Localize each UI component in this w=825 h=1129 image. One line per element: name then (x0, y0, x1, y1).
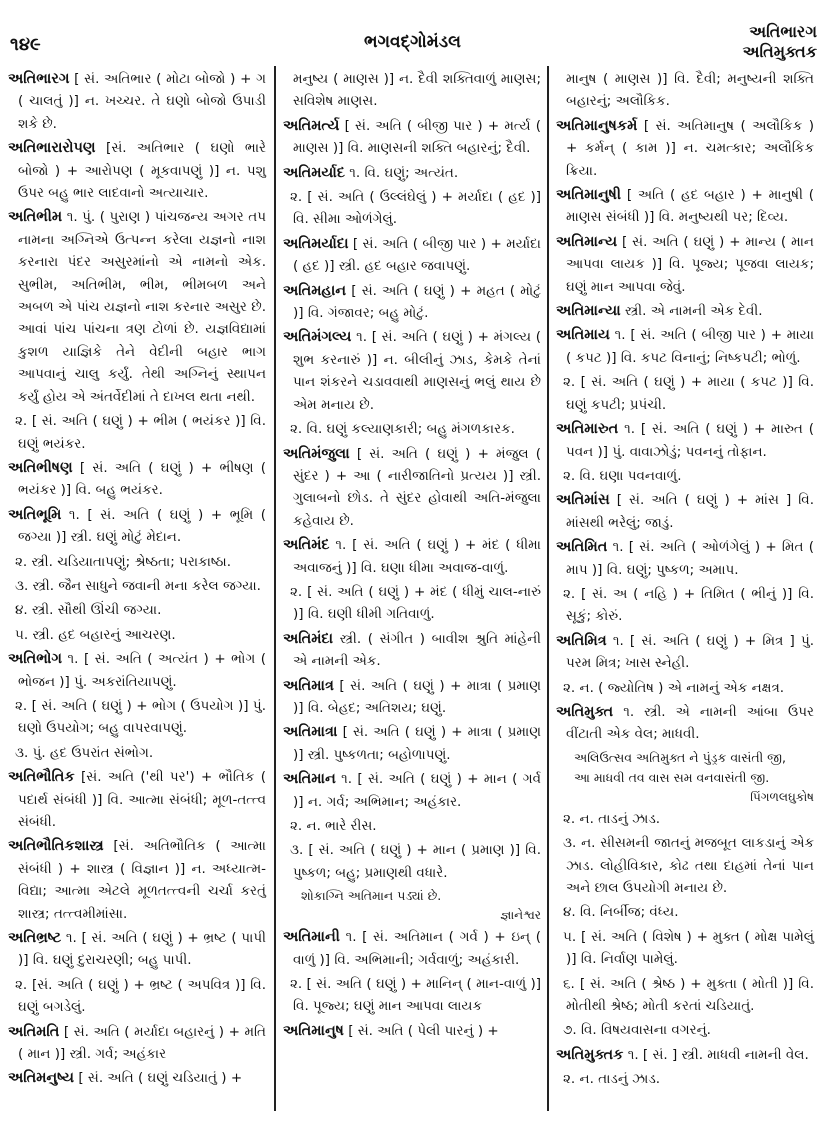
headword: અતિમાંસ (556, 492, 610, 509)
headword: અતિભ્રષ્ટ (8, 930, 62, 947)
column-3 (556, 68, 814, 1093)
definition-text: ૫. સ્ત્રી. હદ બહારનું આચરણ. (15, 626, 176, 643)
definition-text: ૧. [ સં. અતિ ( ઘણું ) + મંગલ્ય ( શુભ કરનારું )] ન. બીલીનું ઝાડ, કેમકે તેનાં પાન શંકરને ચડાવવાથી માણસનું ભલું થાય છે એમ મનાય છે. (293, 329, 541, 413)
entry-sense (556, 583, 814, 628)
headword: અતિભોગ (8, 651, 62, 668)
definition-text: ૧. વિ. ઘણું; અત્યંત. (349, 164, 459, 181)
definition-text: ૨. વિ. ઘણા પવનવાળું. (563, 467, 682, 484)
headword: અતિમાની (283, 929, 340, 946)
definition-text: ૨. ન. ભારે રીસ. (290, 818, 377, 834)
definition-text: [ સં. અતિભાર ( મોટા બોજો ) + ગ ( ચાલતું )] ન. ખચ્ચર. તે ઘણો બોજો ઉપાડી શકે છે. (18, 71, 266, 132)
headword: અતિમર્યાદા (283, 235, 349, 252)
dictionary-entry (8, 835, 266, 925)
definition-text: ૩. સ્ત્રી. જૈન સાધુને જવાની મના કરેલ જગ્યા. (15, 577, 261, 594)
headword: અતિભીમ (8, 209, 63, 226)
definition-text: ૨. [સં. અતિ ( ઘણું ) + ભ્રષ્ટ ( અપવિત્ર )] વિ. ઘણું બગડેલું. (15, 976, 266, 1016)
quote-line: અલિઉત્સવ અતિમુક્ત ને પુંડ્રક વાસંતી જી, (574, 749, 786, 765)
dictionary-entry (556, 115, 814, 182)
guide-word-first: અતિભારગ (749, 22, 817, 41)
dictionary-entry (283, 926, 541, 971)
headword: અતિભૌતિકશાસ્ત્ર (8, 838, 104, 855)
entry-sense (283, 815, 541, 837)
entry-sense (283, 581, 541, 626)
entry-sense (556, 973, 814, 1018)
definition-text: [સં. અતિ ('થી પર') + ભૌતિક ( પદાર્થ સંબંધી )] વિ. આત્મા સંબંધી; મૂળ-તત્ત્વ સંબંધી. (18, 769, 267, 830)
definition-text: ૪. વિ. નિર્બીજ; વંધ્ય. (563, 904, 679, 921)
entry-sense (8, 575, 266, 597)
headword: અતિમિત્ર (556, 632, 607, 649)
dictionary-entry (8, 1021, 266, 1066)
definition-text: [ સં. અતિ ( બીજી પાર ) + મર્ત્ય ( માણસ )] વિ. માણસની શક્તિ બહારનું; દૈવી. (293, 117, 541, 157)
definition-text: ૧. સ્ત્રી. એ નામની આંબા ઉપર વીંટાતી એક વેલ; માધવી. (566, 703, 815, 743)
definition-text: ૧. [ સં. અતિ ( ઘણું ) + માન ( ગર્વ )] ન. ગર્વ; અભિમાન; અહંકાર. (293, 771, 541, 810)
dictionary-entry (8, 1067, 266, 1089)
dictionary-entry (556, 300, 814, 322)
definition-text: [ સં. અતિ ( મર્યાદા બહારનું ) + મતિ ( માન )] સ્ત્રી. ગર્વ; અહંકાર (18, 1023, 266, 1063)
definition-text: ૧. [ સં. અતિમાન ( ગર્વ ) + ઇન્ ( વાળું )] વિ. અભિમાની; ગર્વવાળું; અહંકારી. (293, 929, 541, 968)
quote-line: શોકાગ્નિ અતિમાન પડ્યાં છે. (301, 888, 442, 904)
guide-words (743, 22, 817, 62)
entry-sense (8, 410, 266, 455)
entry-sense (556, 1068, 814, 1090)
entry-sense (8, 695, 266, 740)
dictionary-entry (283, 115, 541, 160)
headword: અતિમંજુલા (283, 445, 350, 462)
definition-text: ૨. વિ. ઘણું કલ્યાણકારી; બહુ મંગળકારક. (290, 421, 515, 438)
headword: અતિમુક્તક (556, 1046, 624, 1063)
headword: અતિભારારોપણ (8, 140, 96, 157)
definition-text: [ સં. અતિ ( ઘણું ) + ભીષણ ( ભયંકર )] વિ. બહુ ભયંકર. (18, 459, 266, 499)
definition-text: સ્ત્રી. ( સંગીત ) બાવીશ શ્રુતિ માંહેની એ નામની એક. (293, 630, 541, 670)
headword: અતિમાનુષકર્મ (556, 117, 638, 134)
entry-sense (556, 1019, 814, 1041)
headword: અતિમર્યાદ (283, 164, 345, 181)
entry-sense (283, 973, 541, 1018)
page-number: ૧૪૯ (10, 34, 41, 55)
dictionary-entry (283, 162, 541, 184)
dictionary-entry (283, 1020, 541, 1042)
definition-text: ૨. [ સં. અતિ ( ઉલ્લંઘેલું ) + મર્યાદા ( હદ )] વિ. સીમા ઓળંગેલું. (290, 189, 541, 228)
definition-text: [ સં. અતિ ( બીજી પાર ) + મર્યાદા ( હદ )] સ્ત્રી. હદ બહાર જવાપણું. (293, 235, 541, 275)
headword: અતિમાનુષી (556, 187, 622, 204)
definition-text: ૨. ન. ( જ્યોતિષ ) એ નામનું એક નક્ષત્ર. (563, 679, 785, 696)
headword: અતિમુક્ત (556, 703, 614, 720)
headword: અતિમર્ત્ય (283, 117, 340, 134)
definition-text: ૨. સ્ત્રી. ચડિયાતાપણું; શ્રેષ્ઠતા; પરાકાષ્ઠા. (15, 553, 231, 570)
definition-text: ૨. [ સં. અતિ ( ઘણું ) + મંદ ( ધીમું ચાલ-નારું )] વિ. ઘણી ધીમી ગતિવાળું. (290, 583, 541, 623)
definition-text: ૧. પું. ( પુરાણ ) પાંચજન્ય અગર તપ નામના અગ્નિએ ઉત્પન્ન કરેલા યજ્ઞનો નાશ કરનારા પંદર અસુરમાંનો એ નામનો એક. સુભીમ, અતિભીમ, ભીમ, ભીમબળ અને અબળ એ પાંચ યજ્ઞનો નાશ કરનાર અસુર છે. આવાં પાંચ પાંચના ત્રણ ટોળાં છે. યજ્ઞવિદ્યામાં કુશળ યાજ્ઞિકે તેને વેદીની બહાર ભાગ આપવાનું ચાલુ કર્યું. તેથી અગ્નિનું સ્થાપન કર્યું હોય એ અંતર્વેદીમાં તે દાખલ થતા નથી. (18, 209, 267, 405)
definition-text: [ સં. અતિ ( ઘણું ચડિયાતું ) + (78, 1070, 243, 1087)
dictionary-entry (283, 534, 541, 579)
entry-sense (556, 465, 814, 487)
headword: અતિમારુત (556, 421, 619, 438)
dictionary-entry (283, 675, 541, 720)
headword: અતિમનુષ્ય (8, 1070, 75, 1087)
entry-continuation (556, 68, 814, 113)
column-1 (8, 68, 266, 1092)
definition-text: ૩. [ સં. અતિ ( ઘણું ) + માન ( પ્રમાણ )] વિ. પુષ્કળ; બહુ; પ્રમાણથી વધારે. (290, 842, 541, 881)
definition-text: ૧. [ સં. અતિ ( અત્યંત ) + ભોગ ( ભોજન )] પું. અકરાંતિયાપણું. (18, 651, 266, 690)
definition-text: ૨. [ સં. અતિ ( ઘણું ) + માયા ( કપટ )] વિ. ઘણું કપટી; પ્રપંચી. (563, 374, 814, 413)
dictionary-entry (8, 504, 266, 549)
dictionary-entry (556, 701, 814, 746)
definition-text: ૨. [ સં. અતિ ( ઘણું ) + માનિન્ ( માન-વાળું )] વિ. પૂજ્ય; ઘણું માન આપવા લાયક (290, 976, 541, 1015)
definition-text: [ સં. અતિ ( ઘણું ) + મહત ( મોટું )] વિ. ગંજાવર; બહુ મોટું. (293, 282, 541, 322)
entry-sense (556, 371, 814, 416)
definition-text: ૪. સ્ત્રી. સૌથી ઊંચી જગ્યા. (15, 602, 162, 619)
entry-sense (283, 418, 541, 440)
dictionary-entry (8, 457, 266, 502)
dictionary-entry (283, 768, 541, 813)
entry-sense (283, 839, 541, 884)
entry-sense (556, 677, 814, 699)
dictionary-entry (283, 721, 541, 766)
headword: અતિમિત (556, 539, 608, 556)
headword: અતિમાનુષ (283, 1022, 344, 1039)
headword: અતિમાત્ર (283, 677, 334, 694)
entry-sense (556, 808, 814, 830)
headword: અતિભારગ (8, 71, 70, 87)
definition-text: [ અતિ ( હદ બહાર ) + માનુષી ( માણસ સંબંધી )] વિ. મનુષ્યથી પર; દિવ્ય. (566, 187, 814, 226)
entry-sense (8, 599, 266, 621)
dictionary-entry (283, 280, 541, 325)
definition-text: ૫. [ સં. અતિ ( વિશેષ ) + મુક્ત ( મોક્ષ પામેલું )] વિ. નિર્વાણ પામેલું. (563, 928, 814, 968)
dictionary-entry (556, 536, 814, 581)
quote-line: આ માધવી તવ વાસ સમ વનવાસંતી જી. (574, 769, 770, 785)
dictionary-entry (556, 418, 814, 463)
headword: અતિભૌતિક (8, 769, 75, 786)
dictionary-entry (283, 326, 541, 416)
definition-text: ૧. [ સં. અતિ ( ઘણું ) + ભૂમિ ( જગ્યા )] સ્ત્રી. ઘણું મોટું મેદાન. (18, 506, 266, 546)
dictionary-entry (8, 206, 266, 408)
dictionary-entry (8, 766, 266, 833)
definition-text: ૧. [ સં. અતિ ( બીજી પાર ) + માયા ( કપટ )] વિ. કપટ વિનાનું; નિષ્કપટી; ભોળું. (566, 327, 815, 366)
definition-text: [ સં. અતિ ( ઘણું ) + મંજુલ ( સુંદર ) + આ ( નારીજાતિનો પ્રત્યય )] સ્ત્રી. ગુલાબનો છોડ. તે સુંદર હોવાથી અતિ-મંજુલા કહેવાય છે. (293, 445, 541, 529)
definition-text: ૨. ન. તાડનું ઝાડ. (563, 1071, 661, 1088)
definition-text: ૨. [ સં. અ ( નહિ ) + તિમિત ( ભીનું )] વિ. સૂકું; કોરું. (563, 585, 814, 625)
headword: અતિમંદ (283, 537, 330, 554)
entry-sense (283, 186, 541, 231)
definition-text: [ સં. અતિ ( ઘણું ) + માંસ ] વિ. માંસથી ભરેલું; જાડું. (566, 492, 814, 531)
headword: અતિમાન્ય (556, 233, 618, 250)
headword: અતિમંગલ્ય (283, 329, 352, 346)
dictionary-entry (283, 628, 541, 673)
definition-text: ૧. [ સં. અતિ ( ઘણું ) + મારુત ( પવન )] પું. વાવાઝોડું; પવનનું તોફાન. (566, 421, 814, 460)
definition-text: [ સં. અતિ ( ઘણું ) + માત્રા ( પ્રમાણ )] વિ. બેહદ; અતિશય; ઘણું. (293, 677, 541, 716)
definition-text: માનુષ ( માણસ )] વિ. દૈવી; મનુષ્યની શક્તિ બહારનું; અલૌકિક. (566, 71, 814, 110)
definition-text: [સં. અતિભાર ( ઘણો ભારે બોજો ) + આરોપણ ( મૂકવાપણું )] ન. પશુ ઉપર બહુ ભાર લાદવાનો અત્યાચાર. (18, 140, 267, 202)
citation-quote (574, 748, 814, 806)
dictionary-entry (556, 1044, 814, 1066)
dictionary-entry (283, 233, 541, 278)
book-title: ભગવદ્ગોમંડલ (364, 32, 461, 52)
column-divider (274, 66, 276, 1111)
headword: અતિમહાન (283, 282, 347, 299)
dictionary-entry (556, 489, 814, 534)
dictionary-entry (556, 630, 814, 675)
definition-text: [સં. અતિભૌતિક ( આત્મા સંબંધી ) + શાસ્ત્ર ( વિજ્ઞાન )] ન. અધ્યાત્મ-વિદ્યા; આત્મા એટલે મૂળતત્ત્વની ચર્ચા કરતું શાસ્ત્ર; તત્ત્વમીમાંસા. (18, 838, 266, 922)
entry-sense (556, 901, 814, 923)
definition-text: ૨. [ સં. અતિ ( ઘણું ) + ભીમ ( ભયંકર )] વિ. ઘણું ભયંકર. (15, 413, 266, 452)
definition-text: ૧. [ સં. અતિ ( ઘણું ) + મિત્ર ] પું. પરમ મિત્ર; ખાસ સ્નેહી. (566, 632, 814, 672)
headword: અતિમાત્રા (283, 724, 338, 741)
entry-continuation (283, 68, 541, 113)
entry-sense (8, 551, 266, 573)
headword: અતિભીષણ (8, 459, 73, 476)
dictionary-entry (8, 927, 266, 972)
definition-text: ૭. વિ. વિષયવાસના વગરનું. (563, 1022, 711, 1039)
entry-sense (556, 832, 814, 899)
guide-word-last: અતિમુક્તક (742, 42, 817, 61)
definition-text: ૧. [ સં. અતિ ( ઘણું ) + મંદ ( ધીમા અવાજનું )] વિ. ઘણા ધીમા અવાજ-વાળું. (293, 537, 541, 576)
dictionary-entry (556, 231, 814, 298)
dictionary-entry (8, 648, 266, 693)
definition-text: [ સં. અતિ ( પેલી પારનું ) + (348, 1022, 499, 1039)
definition-text: ૧. [ સં. અતિ ( ઘણું ) + ભ્રષ્ટ ( પાપી )] વિ. ઘણું દુરાચરણી; બહુ પાપી. (18, 930, 266, 969)
entry-sense (8, 742, 266, 764)
definition-text: ૨. ન. તાડનું ઝાડ. (563, 810, 661, 827)
headword: અતિમાય (556, 327, 610, 344)
definition-text: ૧. [ સં. અતિ ( ઓળંગેલું ) + મિત ( માપ )] વિ. ઘણું; પુષ્કળ; અમાપ. (566, 539, 814, 578)
quote-source: પિંગળલઘુકોષ (750, 789, 814, 804)
definition-text: સ્ત્રી. એ નામની એક દેવી. (624, 303, 763, 320)
entry-sense (8, 974, 266, 1019)
definition-text: [ સં. અતિમાનુષ ( અલૌકિક ) + કર્મન્ ( કામ )] ન. ચમત્કાર; અલૌકિક ક્રિયા. (566, 117, 814, 179)
column-divider (547, 66, 549, 1111)
definition-text: ૩. પું. હદ ઉપરાંત સંભોગ. (15, 744, 154, 761)
definition-text: ૧. [ સં. ] સ્ત્રી. માધવી નામની વેલ. (627, 1046, 809, 1063)
headword: અતિમંદા (283, 630, 334, 647)
quote-source: જ્ઞાનેશ્વર (500, 908, 541, 923)
headword: અતિમાન્યા (556, 303, 621, 320)
definition-text: મનુષ્ય ( માણસ )] ન. દૈવી શક્તિવાળું માણસ; સવિશેષ માણસ. (293, 71, 541, 110)
dictionary-entry (556, 324, 814, 369)
headword: અતિમાન (283, 771, 336, 788)
column-2 (283, 68, 541, 1044)
citation-quote (301, 886, 541, 924)
definition-text: ૩. ન. સીસમની જાતનું મજબૂત લાકડાનું એક ઝાડ. લોહીવિકાર, કોઢ તથા દાહમાં તેનાં પાન અને છાલ ઉપયોગી મનાય છે. (563, 835, 814, 896)
definition-text: ૨. [ સં. અતિ ( ઘણું ) + ભોગ ( ઉપયોગ )] પું. ઘણો ઉપયોગ; બહુ વાપરવાપણું. (15, 697, 266, 737)
dictionary-entry (283, 443, 541, 533)
definition-text: [ સં. અતિ ( ઘણું ) + માત્રા ( પ્રમાણ )] સ્ત્રી. પુષ્કળતા; બહોળાપણું. (293, 724, 541, 763)
definition-text: [ સં. અતિ ( ઘણું ) + માન્ય ( માન આપવા લાયક )] વિ. પૂજ્ય; પૂજવા લાયક; ઘણું માન આપવા જેવું. (566, 233, 814, 295)
dictionary-entry (556, 184, 814, 229)
entry-sense (8, 624, 266, 646)
dictionary-entry (8, 68, 266, 135)
entry-sense (556, 926, 814, 971)
dictionary-entry (8, 137, 266, 204)
headword: અતિભૂમિ (8, 506, 62, 523)
definition-text: ૬. [ સં. અતિ ( શ્રેષ્ઠ ) + મુક્તા ( મોતી )] વિ. મોતીથી શ્રેષ્ઠ; મોતી કરતાં ચડિયાતું. (563, 975, 814, 1015)
headword: અતિમતિ (8, 1023, 60, 1040)
